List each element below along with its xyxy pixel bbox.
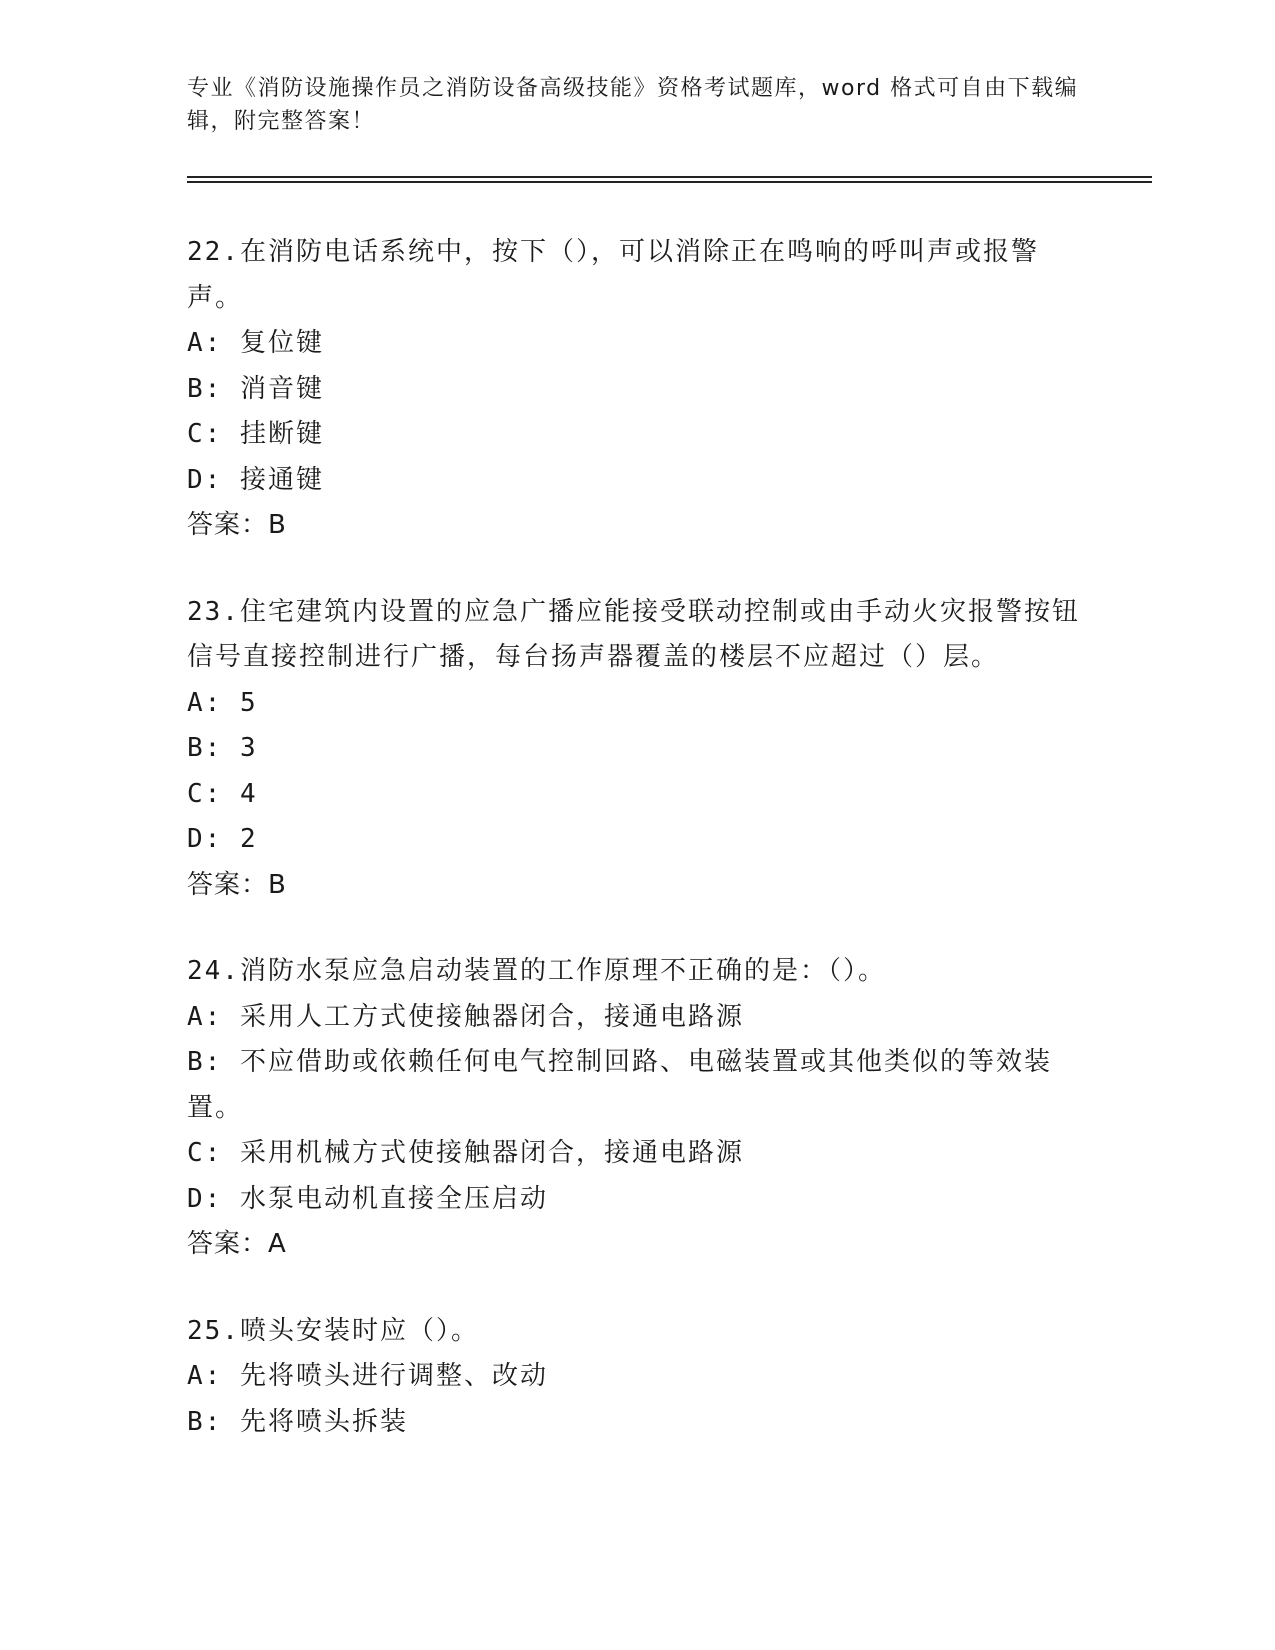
option-c: C: 挂断键: [187, 419, 324, 449]
header-rule-top: [187, 176, 1152, 178]
question-stem: 24.消防水泵应急启动装置的工作原理不正确的是：（）。: [187, 956, 886, 986]
question-24: [187, 949, 1087, 1268]
option-d: D: 2: [187, 824, 258, 854]
option-a: A: 复位键: [187, 328, 324, 358]
option-b: B: 消音键: [187, 373, 324, 404]
answer-line: 答案：B: [187, 510, 287, 540]
answer-line: 答案：B: [187, 869, 287, 900]
answer-line: 答案：A: [187, 1229, 287, 1259]
option-d: D: 接通键: [187, 464, 324, 495]
option-a: A: 采用人工方式使接触器闭合，接通电路源: [187, 1001, 744, 1032]
question-25: [187, 1309, 1087, 1446]
option-a: A: 5: [187, 687, 258, 718]
option-c: C: 4: [187, 778, 258, 809]
option-b: B: 3: [187, 733, 258, 763]
option-c: C: 采用机械方式使接触器闭合，接通电路源: [187, 1138, 744, 1168]
option-b: B: 先将喷头拆装: [187, 1406, 408, 1437]
question-23: [187, 590, 1087, 909]
question-stem: 23.住宅建筑内设置的应急广播应能接受联动控制或由手动火灾报警按钮信号直接控制进行广播，每台扬声器覆盖的楼层不应超过（）层。: [187, 596, 1080, 672]
question-stem: 25.喷头安装时应（）。: [187, 1315, 479, 1346]
question-stem: 22.在消防电话系统中，按下（），可以消除正在鸣响的呼叫声或报警声。: [187, 237, 1039, 313]
header-rule-bottom: [187, 181, 1152, 183]
question-list: [187, 230, 1087, 1486]
option-b: B: 不应借助或依赖任何电气控制回路、电磁装置或其他类似的等效装置。: [187, 1047, 1052, 1123]
question-22: [187, 230, 1087, 549]
option-a: A: 先将喷头进行调整、改动: [187, 1361, 548, 1391]
option-d: D: 水泵电动机直接全压启动: [187, 1183, 548, 1214]
document-header: 专业《消防设施操作员之消防设备高级技能》资格考试题库，word 格式可自由下载编辑，附完整答案！: [187, 76, 1079, 134]
